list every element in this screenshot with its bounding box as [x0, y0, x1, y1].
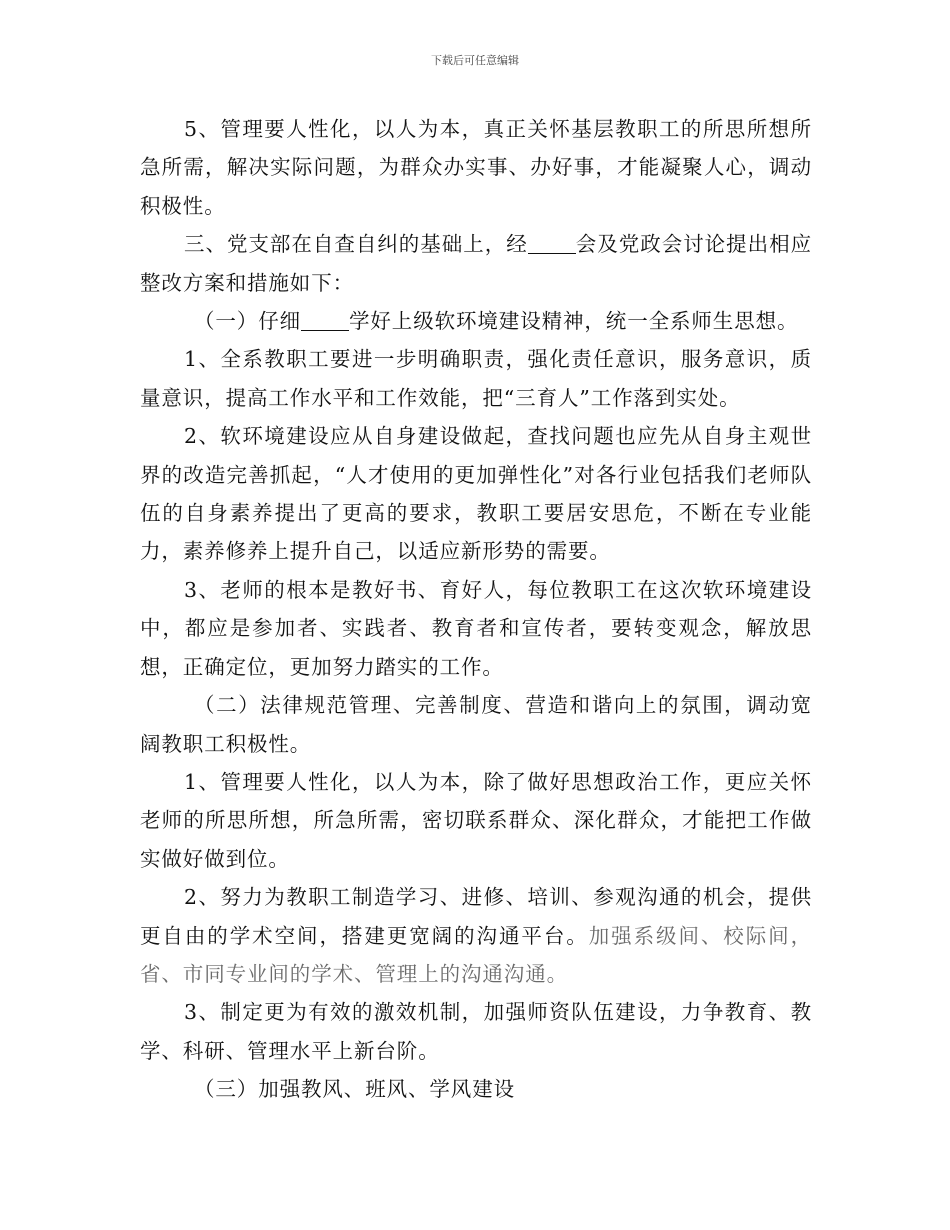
section-three-intro: [140, 225, 812, 302]
section-three-intro-end: 会及党政会讨论提出相应整改方案和措施如下：: [140, 232, 812, 295]
subsection-two-heading: （二）法律规范管理、完善制度、营造和谐向上的氛围，调动宽阔教职工积极性。: [140, 693, 812, 756]
subsection-two-item-2-light: 加强系级间、校际间，省、市同专业间的学术、管理上的沟通沟通。: [140, 923, 813, 986]
blank-underline: [528, 233, 576, 255]
paragraph-item-5: 5、管理要人性化，以人为本，真正关怀基层教职工的所思所想所急所需，解决实际问题，为群众办实事、办好事，才能凝聚人心，调动积极性。: [140, 117, 812, 218]
subsection-one-item-1: 1、全系教职工要进一步明确职责，强化责任意识，服务意识，质量意识，提高工作水平和工作效能，把“三育人”工作落到实处。: [140, 347, 812, 410]
subsection-two-item-2-main: 2、努力为教职工制造学习、进修、培训、参观沟通的机会，提供更自由的学术空间，搭建更宽阔的沟通平台。: [140, 885, 812, 948]
section-three-intro-start: 三、党支部在自查自纠的基础上，经: [184, 232, 528, 257]
subsection-two-item-1: 1、管理要人性化，以人为本，除了做好思想政治工作，更应关怀老师的所思所想，所急所需，密切联系群众、深化群众，才能把工作做实做好做到位。: [140, 769, 812, 871]
subsection-two-item-2: [140, 878, 812, 993]
subsection-one-heading: [140, 302, 812, 340]
subsection-three-heading: （三）加强教风、班风、学风建设: [194, 1077, 515, 1102]
document-body: [140, 110, 812, 1109]
blank-underline: [301, 310, 349, 332]
page-header: 下载后可任意编辑: [431, 54, 519, 67]
subsection-one-item-2: 2、软环境建设应从自身建设做起，查找问题也应先从自身主观世界的改造完善抓起，“人才使用的更加弹性化”对各行业包括我们老师队伍的自身素养提出了更高的要求，教职工要居安思危，不断在专业能力，素养修养上提升自己，以适应新形势的需要。: [140, 424, 812, 564]
subsection-two-item-3: 3、制定更为有效的激效机制，加强师资队伍建设，力争教育、教学、科研、管理水平上新台阶。: [140, 1000, 812, 1063]
subsection-one-heading-end: 学好上级软环境建设精神，统一全系师生思想。: [349, 309, 799, 334]
subsection-one-heading-start: （一）仔细: [194, 309, 301, 334]
subsection-one-item-3: 3、老师的根本是教好书、育好人，每位教职工在这次软环境建设中，都应是参加者、实践者、教育者和宣传者，要转变观念，解放思想，正确定位，更加努力踏实的工作。: [140, 577, 812, 679]
